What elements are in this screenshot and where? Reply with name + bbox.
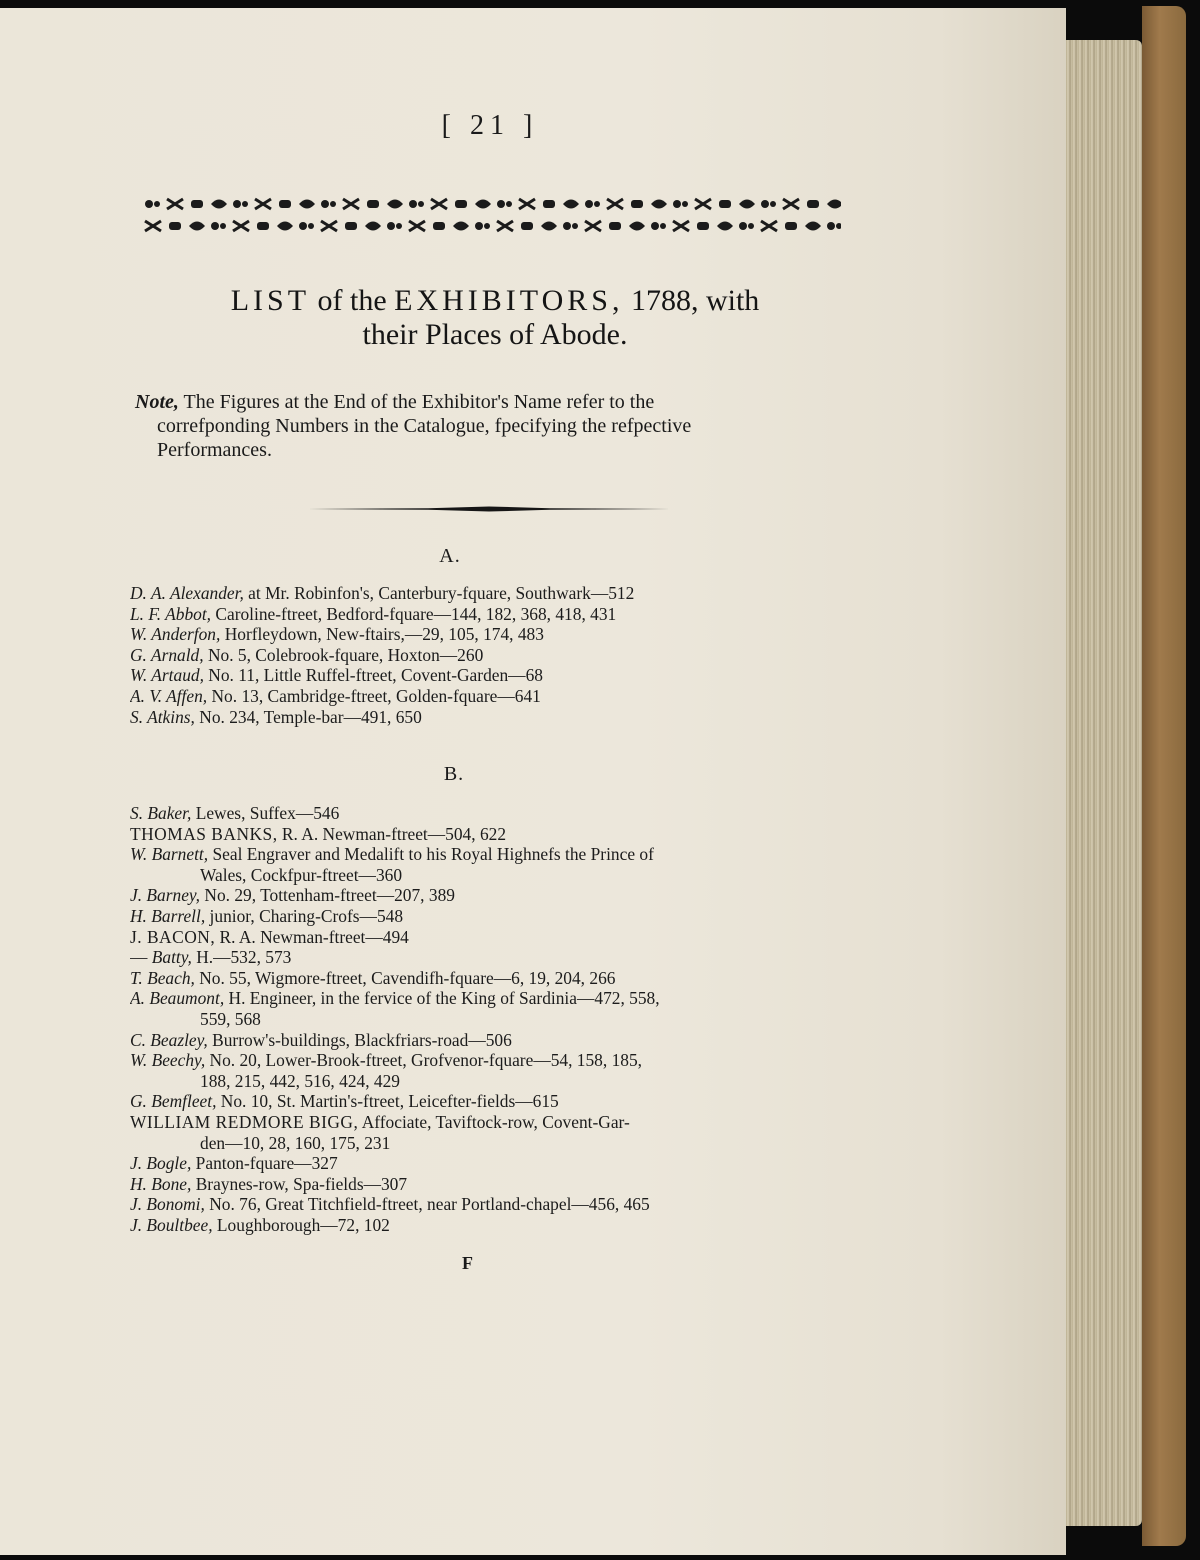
exhibitor-name: G. Arnald,: [130, 644, 204, 665]
exhibitor-name: W. Barnett,: [130, 844, 209, 865]
note-text-3: Performances.: [157, 439, 272, 461]
entry-prefix: —: [130, 947, 152, 968]
exhibitor-address-numbers: junior, Charing-Crofs—548: [205, 905, 404, 926]
exhibitor-name: L. F. Abbot,: [130, 603, 212, 624]
exhibitor-entry: [130, 1050, 850, 1071]
entry-continuation: Wales, Cockfpur-ftreet—360: [200, 864, 403, 885]
title-word-year: 1788, with: [630, 284, 760, 317]
note-paragraph: [135, 390, 845, 462]
exhibitor-name: W. Anderfon,: [130, 624, 221, 645]
divider-rule: [308, 506, 670, 512]
title-word-of-the: of the: [317, 284, 387, 317]
entry-continuation: 188, 215, 442, 516, 424, 429: [200, 1070, 400, 1091]
exhibitor-address-numbers: No. 10, St. Martin's-ftreet, Leicefter-fields—615: [216, 1091, 559, 1112]
exhibitor-name: J. Barney,: [130, 885, 201, 906]
exhibitor-entry: [130, 624, 850, 645]
exhibitor-address-numbers: Affociate, Taviftock-row, Covent-Gar-: [358, 1111, 630, 1132]
note-text-2: correfponding Numbers in the Catalogue, fpecifying the refpective: [157, 415, 692, 437]
section-heading-b: B.: [443, 763, 465, 785]
exhibitor-address-numbers: Loughborough—72, 102: [212, 1214, 390, 1235]
exhibitor-name: W. Beechy,: [130, 1050, 206, 1071]
page-number: [ 21 ]: [441, 110, 539, 141]
exhibitor-entry: [130, 803, 850, 824]
page-stack-edge: [1066, 40, 1142, 1526]
exhibitor-entry: [130, 1030, 850, 1051]
entries-section-b: [130, 803, 850, 1235]
exhibitor-name: H. Bone,: [130, 1173, 192, 1194]
exhibitor-entry: [130, 844, 850, 865]
exhibitor-address-numbers: Burrow's-buildings, Blackfriars-road—506: [207, 1029, 512, 1050]
exhibitor-name: S. Atkins,: [130, 706, 195, 727]
exhibitor-address-numbers: Panton-fquare—327: [191, 1153, 338, 1174]
exhibitor-entry: [130, 824, 850, 845]
exhibitor-entry: [130, 583, 850, 604]
exhibitor-address-numbers: Seal Engraver and Medalift to his Royal Highnefs the Prince of: [208, 844, 654, 865]
exhibitor-address-numbers: No. 29, Tottenham-ftreet—207, 389: [200, 885, 455, 906]
title-word-exhibitors: EXHIBITORS,: [394, 284, 624, 317]
exhibitor-name: G. Bemfleet,: [130, 1091, 217, 1112]
exhibitor-name: D. A. Alexander,: [130, 583, 244, 603]
exhibitor-entry: [130, 604, 850, 625]
exhibitor-entry: [130, 645, 850, 666]
exhibitor-entry: [130, 885, 850, 906]
exhibitor-address-numbers: R. A. Newman-ftreet—494: [215, 926, 409, 947]
section-heading-a: A.: [439, 545, 461, 567]
exhibitor-entry: [130, 1091, 850, 1112]
entry-continuation: den—10, 28, 160, 175, 231: [200, 1132, 391, 1153]
exhibitor-name: J. Bogle,: [130, 1153, 192, 1174]
exhibitor-address-numbers: Braynes-row, Spa-fields—307: [191, 1173, 408, 1194]
entry-continuation: 559, 568: [200, 1008, 261, 1029]
exhibitor-name: H. Barrell,: [130, 905, 206, 926]
exhibitor-address-numbers: No. 20, Lower-Brook-ftreet, Grofvenor-fquare—54, 158, 185,: [205, 1050, 643, 1071]
exhibitor-entry: [130, 1112, 850, 1133]
exhibitor-address-numbers: at Mr. Robinfon's, Canterbury-fquare, Southwark—512: [243, 583, 635, 603]
exhibitor-entry: [130, 1153, 850, 1174]
note-text-1: The Figures at the End of the Exhibitor's Name refer to the: [183, 391, 655, 413]
title-line-1: [110, 284, 880, 318]
exhibitor-address-numbers: Horfleydown, New-ftairs,—29, 105, 174, 483: [220, 624, 544, 645]
exhibitor-address-numbers: No. 5, Colebrook-fquare, Hoxton—260: [203, 644, 484, 665]
exhibitor-name-academician: J. BACON,: [130, 926, 216, 947]
exhibitor-name: A. V. Affen,: [130, 685, 208, 706]
exhibitor-address-numbers: No. 13, Cambridge-ftreet, Golden-fquare—641: [207, 685, 541, 706]
exhibitor-name: Batty,: [151, 947, 192, 968]
exhibitor-entry: [130, 927, 850, 948]
exhibitor-name: A. Beaumont,: [130, 988, 225, 1009]
exhibitor-entry: [130, 947, 850, 968]
exhibitor-name: J. Bonomi,: [130, 1194, 205, 1215]
exhibitor-name-academician: THOMAS BANKS,: [130, 823, 278, 844]
exhibitor-address-numbers: Lewes, Suffex—546: [191, 803, 340, 823]
exhibitor-entry: [130, 707, 850, 728]
exhibitor-name-academician: WILLIAM REDMORE BIGG,: [130, 1111, 359, 1132]
exhibitor-address-numbers: H. Engineer, in the fervice of the King of Sardinia—472, 558,: [224, 988, 660, 1009]
exhibitor-name: S. Baker,: [130, 803, 192, 823]
note-lead: Note,: [135, 391, 179, 413]
exhibitor-address-numbers: R. A. Newman-ftreet—504, 622: [277, 823, 507, 844]
exhibitor-address-numbers: No. 55, Wigmore-ftreet, Cavendifh-fquare—6, 19, 204, 266: [194, 967, 616, 988]
page-title: [110, 284, 880, 352]
exhibitor-name: W. Artaud,: [130, 665, 204, 686]
exhibitor-entry: [130, 1215, 850, 1236]
title-word-list: LIST: [230, 284, 311, 317]
exhibitor-address-numbers: H.—532, 573: [191, 947, 292, 968]
decorative-border-ornament: [143, 191, 841, 239]
exhibitor-address-numbers: Caroline-ftreet, Bedford-fquare—144, 182, 368, 418, 431: [211, 603, 617, 624]
exhibitor-address-numbers: No. 76, Great Titchfield-ftreet, near Portland-chapel—456, 465: [204, 1194, 650, 1215]
title-line-2: their Places of Abode.: [362, 318, 628, 351]
exhibitor-entry: [130, 665, 850, 686]
book-cover-edge: [1142, 6, 1186, 1546]
exhibitor-entry: [130, 988, 850, 1009]
exhibitor-entry: [130, 1174, 850, 1195]
signature-mark: F: [462, 1253, 473, 1273]
exhibitor-entry: [130, 1194, 850, 1215]
exhibitor-address-numbers: No. 11, Little Ruffel-ftreet, Covent-Garden—68: [203, 665, 543, 686]
exhibitor-entry: [130, 968, 850, 989]
exhibitor-entry: [130, 686, 850, 707]
exhibitor-name: C. Beazley,: [130, 1029, 208, 1050]
entries-section-a: [130, 583, 850, 727]
exhibitor-name: J. Boultbee,: [130, 1214, 213, 1235]
exhibitor-name: T. Beach,: [130, 967, 195, 988]
exhibitor-address-numbers: No. 234, Temple-bar—491, 650: [194, 706, 422, 727]
book-page: [0, 8, 1066, 1555]
exhibitor-entry: [130, 906, 850, 927]
